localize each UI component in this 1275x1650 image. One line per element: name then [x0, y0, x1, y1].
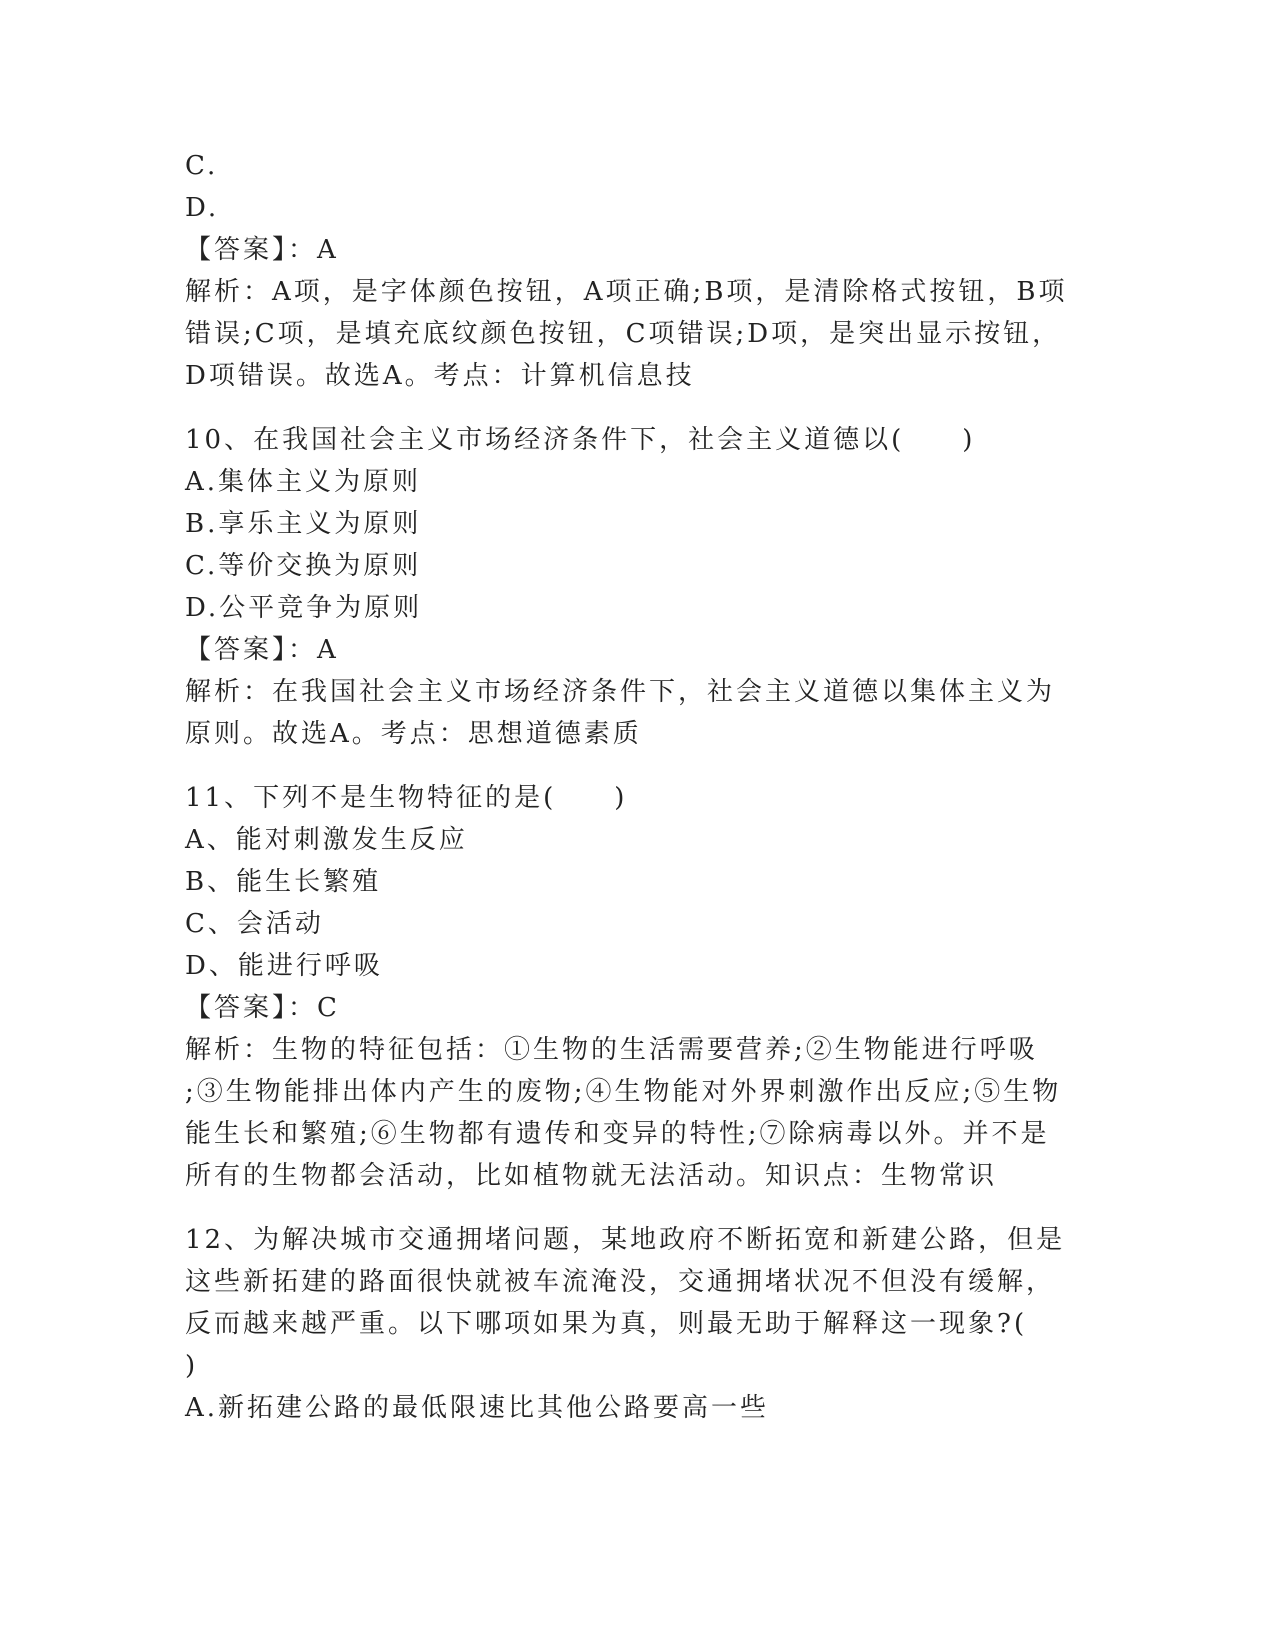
analysis-line: 解析：A项，是字体颜色按钮，A项正确;B项，是清除格式按钮，B项: [185, 277, 1068, 307]
answer: 【答案】：A: [185, 635, 339, 665]
analysis-line: 解析：在我国社会主义市场经济条件下，社会主义道德以集体主义为: [185, 677, 1056, 707]
option-a: A.集体主义为原则: [185, 467, 422, 497]
option-d: D.公平竞争为原则: [185, 593, 423, 623]
option-d: D.: [185, 193, 220, 223]
analysis-line: D项错误。故选A。考点：计算机信息技: [185, 361, 695, 391]
question-11: [185, 777, 1085, 1197]
question-stem-line: 反而越来越严重。以下哪项如果为真，则最无助于解释这一现象?(: [185, 1309, 1028, 1339]
question-stem-line: 这些新拓建的路面很快就被车流淹没，交通拥堵状况不但没有缓解，: [185, 1267, 1056, 1297]
analysis-line: 能生长和繁殖;⑥生物都有遗传和变异的特性;⑦除病毒以外。并不是: [185, 1119, 1050, 1149]
analysis-line: 错误;C项，是填充底纹颜色按钮，C项错误;D项，是突出显示按钮，: [185, 319, 1062, 349]
question-9-tail: [185, 145, 1085, 397]
analysis-line: ;③生物能排出体内产生的废物;④生物能对外界刺激作出反应;⑤生物: [185, 1077, 1062, 1107]
option-c: C.: [185, 151, 219, 181]
question-12: [185, 1219, 1085, 1429]
question-10: [185, 419, 1085, 755]
question-stem: 11、下列不是生物特征的是( ): [185, 783, 628, 813]
option-d: D、能进行呼吸: [185, 951, 383, 981]
question-stem-line: ): [185, 1351, 199, 1381]
analysis-line: 原则。故选A。考点：思想道德素质: [185, 719, 642, 749]
option-c: C、会活动: [185, 909, 324, 939]
analysis-line: 解析：生物的特征包括：①生物的生活需要营养;②生物能进行呼吸: [185, 1035, 1038, 1065]
option-b: B.享乐主义为原则: [185, 509, 422, 539]
document-page: [185, 145, 1085, 1429]
question-stem: 10、在我国社会主义市场经济条件下，社会主义道德以( ): [185, 425, 976, 455]
option-a: A、能对刺激发生反应: [185, 825, 468, 855]
option-c: C.等价交换为原则: [185, 551, 422, 581]
answer: 【答案】：C: [185, 993, 340, 1023]
question-stem-line: 12、为解决城市交通拥堵问题，某地政府不断拓宽和新建公路，但是: [185, 1225, 1066, 1255]
answer: 【答案】：A: [185, 235, 339, 265]
analysis-line: 所有的生物都会活动，比如植物就无法活动。知识点：生物常识: [185, 1161, 998, 1191]
option-b: B、能生长繁殖: [185, 867, 382, 897]
option-a: A.新拓建公路的最低限速比其他公路要高一些: [185, 1393, 770, 1423]
